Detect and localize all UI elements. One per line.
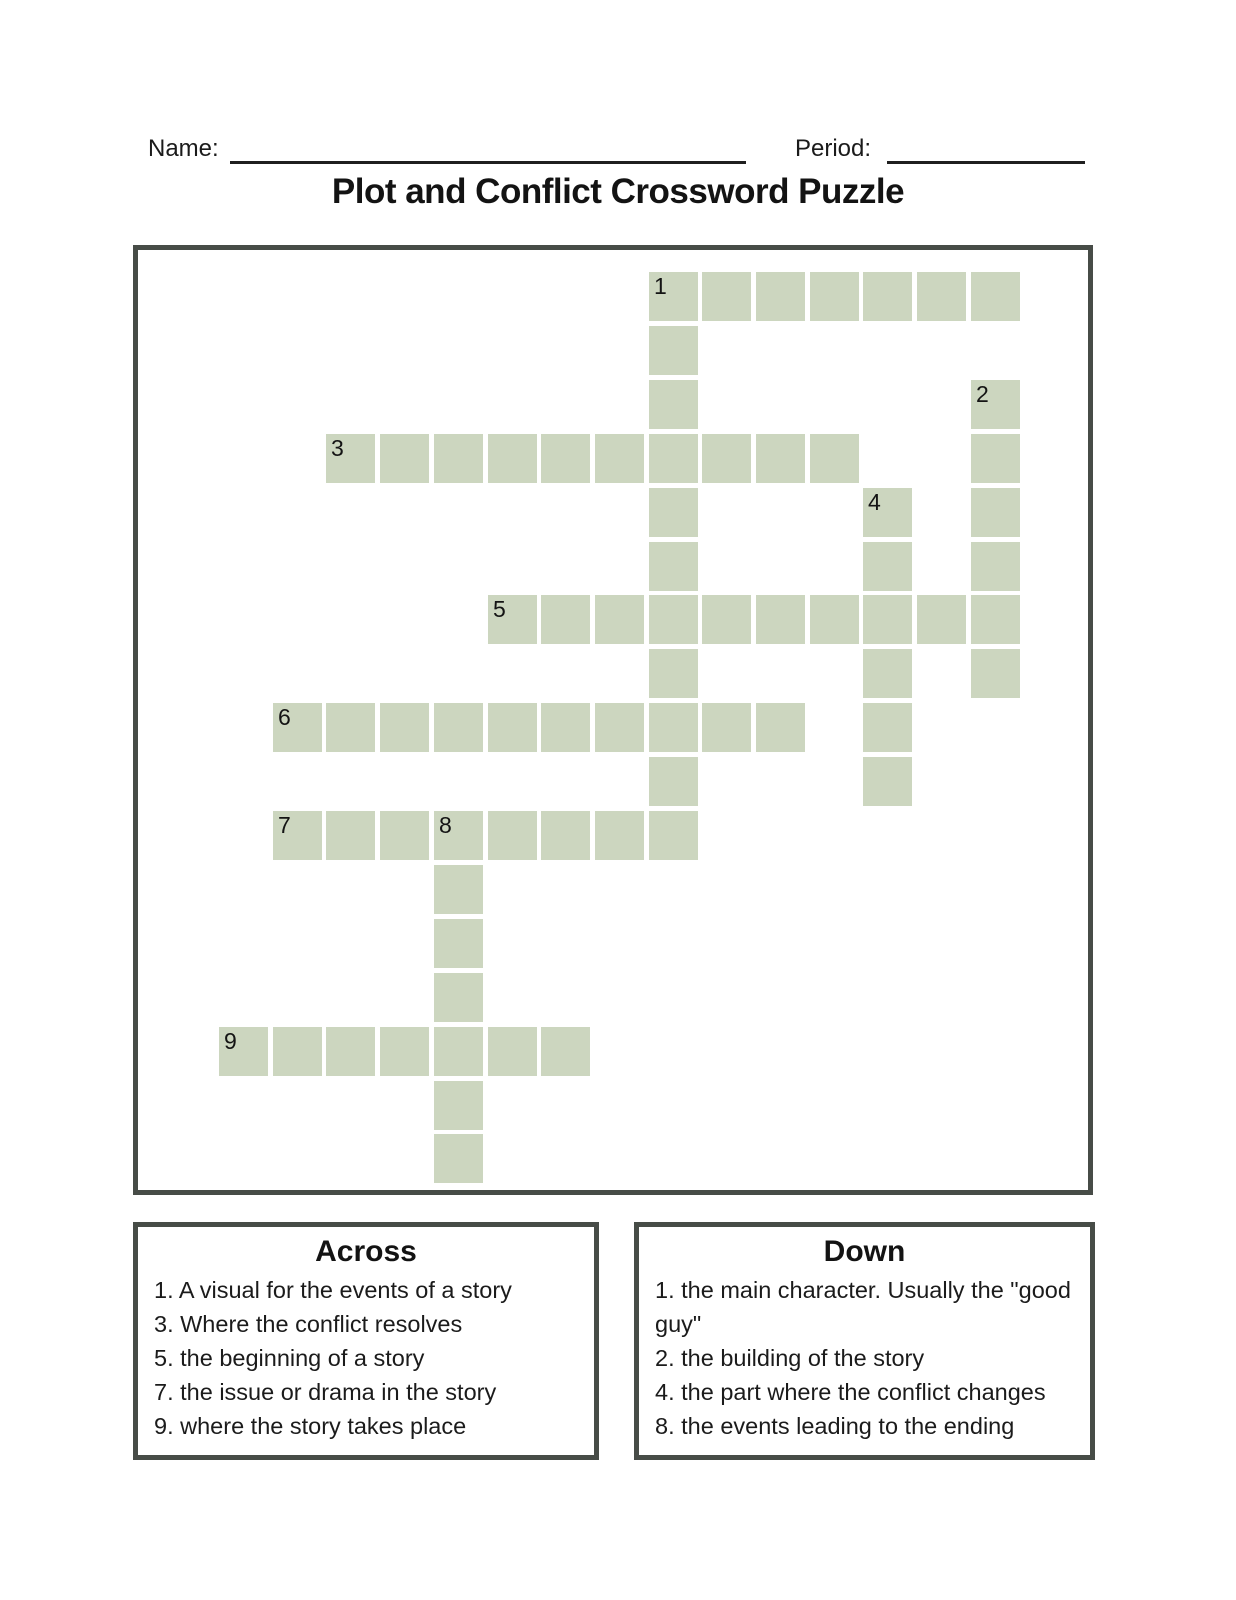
grid-cell[interactable] — [702, 703, 751, 752]
grid-cell[interactable] — [434, 865, 483, 914]
page-title: Plot and Conflict Crossword Puzzle — [331, 172, 905, 211]
clue-number: 6 — [278, 704, 291, 730]
grid-cell[interactable] — [434, 1081, 483, 1130]
across-clue: 3. Where the conflict resolves — [154, 1311, 463, 1337]
name-label: Name: — [148, 135, 219, 162]
grid-cell[interactable] — [756, 703, 805, 752]
grid-cell[interactable] — [595, 811, 644, 860]
grid-cell[interactable] — [595, 595, 644, 644]
grid-cell[interactable] — [702, 272, 751, 321]
grid-cell[interactable] — [863, 272, 912, 321]
grid-cell[interactable] — [541, 811, 590, 860]
grid-cell[interactable] — [810, 434, 859, 483]
grid-cell[interactable] — [434, 703, 483, 752]
grid-cell[interactable] — [380, 1027, 429, 1076]
grid-cell[interactable] — [541, 595, 590, 644]
clue-number: 2 — [976, 381, 989, 407]
grid-cell[interactable] — [273, 1027, 322, 1076]
grid-cell[interactable] — [649, 811, 698, 860]
grid-cell[interactable] — [488, 811, 537, 860]
grid-cell[interactable] — [273, 703, 322, 752]
grid-cell[interactable] — [649, 488, 698, 537]
grid-cell[interactable] — [649, 434, 698, 483]
grid-cell[interactable] — [971, 649, 1020, 698]
grid-cell[interactable] — [488, 703, 537, 752]
grid-cell[interactable] — [326, 811, 375, 860]
clue-number: 5 — [493, 596, 506, 622]
grid-cell[interactable] — [756, 595, 805, 644]
grid-cell[interactable] — [971, 542, 1020, 591]
across-clue: 7. the issue or drama in the story — [154, 1379, 497, 1405]
grid-cell[interactable] — [380, 434, 429, 483]
grid-cell[interactable] — [434, 1134, 483, 1183]
grid-cell[interactable] — [810, 595, 859, 644]
grid-cell[interactable] — [971, 595, 1020, 644]
across-title: Across — [315, 1235, 417, 1268]
grid-cell[interactable] — [541, 434, 590, 483]
grid-cell[interactable] — [971, 434, 1020, 483]
grid-cell[interactable] — [863, 488, 912, 537]
clue-number: 8 — [439, 812, 452, 838]
grid-cell[interactable] — [380, 811, 429, 860]
grid-cell[interactable] — [219, 1027, 268, 1076]
grid-cell[interactable] — [488, 1027, 537, 1076]
across-clue: 9. where the story takes place — [154, 1413, 467, 1439]
grid-cell[interactable] — [917, 272, 966, 321]
grid-cell[interactable] — [488, 595, 537, 644]
clue-number: 3 — [331, 435, 344, 461]
down-clue: 4. the part where the conflict changes — [655, 1379, 1046, 1405]
down-title: Down — [823, 1235, 906, 1268]
grid-cell[interactable] — [917, 595, 966, 644]
crossword-grid — [133, 245, 1093, 1195]
period-blank-line[interactable] — [887, 161, 1085, 164]
grid-cell[interactable] — [488, 434, 537, 483]
grid-cell[interactable] — [649, 326, 698, 375]
across-clue: 1. A visual for the events of a story — [154, 1277, 512, 1303]
grid-cell[interactable] — [863, 649, 912, 698]
down-clue: 1. the main character. Usually the "good guy" — [655, 1277, 1071, 1337]
grid-cell[interactable] — [326, 1027, 375, 1076]
grid-cell[interactable] — [595, 434, 644, 483]
grid-cell[interactable] — [702, 595, 751, 644]
grid-cell[interactable] — [541, 1027, 590, 1076]
clue-number: 4 — [868, 489, 881, 515]
period-label: Period: — [795, 135, 872, 162]
down-clues-box — [634, 1222, 1095, 1460]
grid-cell[interactable] — [971, 488, 1020, 537]
grid-cell[interactable] — [434, 1027, 483, 1076]
grid-cell[interactable] — [434, 434, 483, 483]
grid-cell[interactable] — [863, 542, 912, 591]
grid-cell[interactable] — [649, 595, 698, 644]
clue-number: 9 — [224, 1028, 237, 1054]
grid-cell[interactable] — [810, 272, 859, 321]
grid-cell[interactable] — [863, 757, 912, 806]
grid-cell[interactable] — [863, 703, 912, 752]
grid-cell[interactable] — [326, 434, 375, 483]
grid-cell[interactable] — [863, 595, 912, 644]
grid-cell[interactable] — [649, 272, 698, 321]
grid-cell[interactable] — [326, 703, 375, 752]
across-clue: 5. the beginning of a story — [154, 1345, 425, 1371]
clue-number: 7 — [278, 812, 291, 838]
grid-cell[interactable] — [434, 973, 483, 1022]
grid-cell[interactable] — [595, 703, 644, 752]
grid-cell[interactable] — [649, 757, 698, 806]
grid-cell[interactable] — [434, 811, 483, 860]
down-clue-list — [655, 1273, 1074, 1443]
grid-cell[interactable] — [649, 380, 698, 429]
grid-cell[interactable] — [649, 542, 698, 591]
grid-cell[interactable] — [971, 380, 1020, 429]
name-blank-line[interactable] — [230, 161, 746, 164]
grid-cell[interactable] — [971, 272, 1020, 321]
down-clue: 8. the events leading to the ending — [655, 1413, 1015, 1439]
clue-number: 1 — [654, 273, 667, 299]
grid-cell[interactable] — [649, 649, 698, 698]
across-clues-box — [133, 1222, 599, 1460]
down-clue: 2. the building of the story — [655, 1345, 925, 1371]
grid-cell[interactable] — [273, 811, 322, 860]
grid-cell[interactable] — [756, 434, 805, 483]
grid-cell[interactable] — [702, 434, 751, 483]
grid-cell[interactable] — [756, 272, 805, 321]
grid-cell[interactable] — [434, 919, 483, 968]
grid-cell[interactable] — [541, 703, 590, 752]
grid-cell[interactable] — [649, 703, 698, 752]
grid-cell[interactable] — [380, 703, 429, 752]
across-clue-list — [154, 1273, 578, 1443]
